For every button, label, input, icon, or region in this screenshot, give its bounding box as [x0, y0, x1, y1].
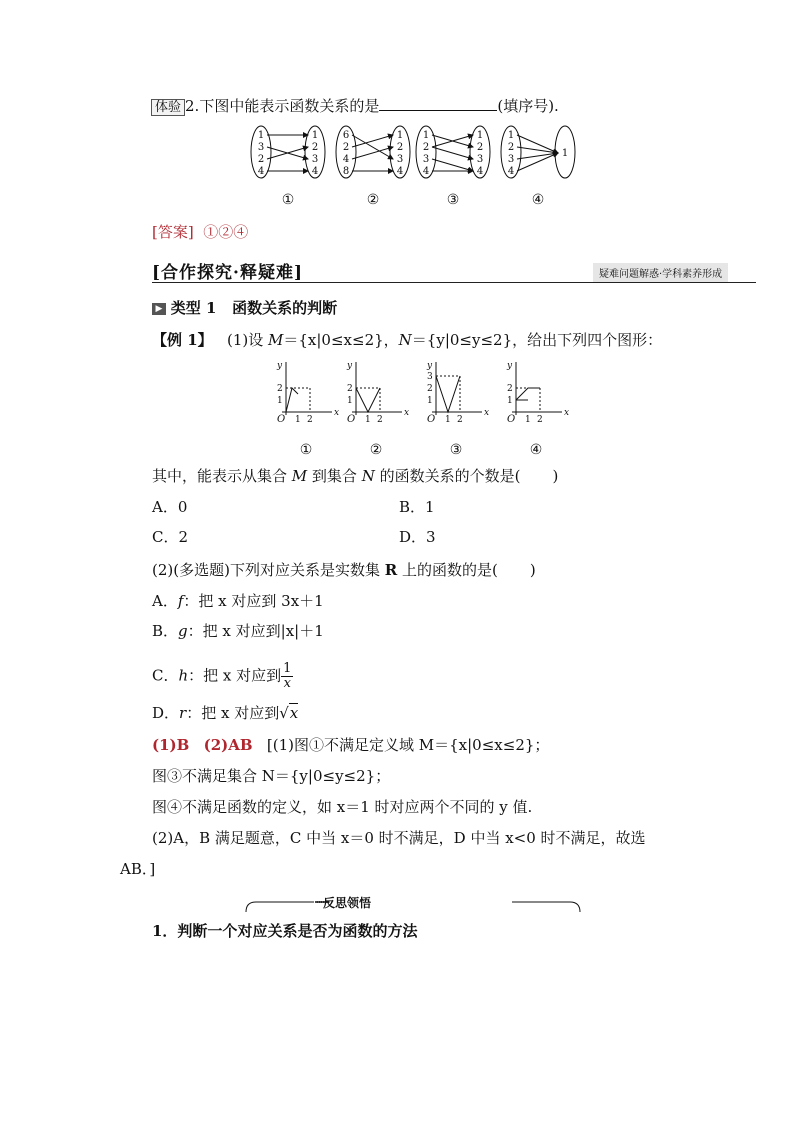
q2-option-d-key: D． [152, 704, 180, 722]
example-1-intro [152, 330, 662, 350]
sqrt-symbol: √ [279, 704, 289, 722]
reflection-title: 反思领悟 [323, 896, 372, 910]
reflection-item-1: 1．判断一个对应关系是否为函数的方法 [152, 922, 418, 940]
question-tail: (填序号). [497, 97, 559, 115]
q1-option-d-key: D． [399, 528, 427, 546]
graph-label: ① [299, 442, 313, 458]
codomain-element: 2 [311, 142, 319, 153]
codomain-element: 2 [396, 142, 404, 153]
q1-c: 的函数关系的个数是( [374, 467, 521, 485]
y-tick-label: 2 [277, 384, 283, 394]
mapping-arrow [352, 135, 393, 147]
codomain-element: 3 [476, 154, 484, 165]
q1-N: N [361, 467, 375, 485]
p1-set-M: M [268, 331, 284, 349]
solution-line-1 [152, 735, 549, 755]
codomain-element: 4 [476, 166, 484, 177]
diagram-label: ① [281, 192, 295, 208]
q2-option-a [152, 591, 324, 611]
x-axis-label: x [564, 408, 570, 418]
section-title: [合作探究·释疑难] [152, 263, 304, 283]
section-rule [152, 282, 756, 283]
banner-dot [317, 901, 319, 903]
q1-option-c-key: C． [152, 528, 179, 546]
x-tick-label: 2 [537, 415, 543, 425]
q1-option-a-value: 0 [177, 498, 188, 516]
y-tick-label: 2 [347, 384, 353, 394]
codomain-element: 2 [476, 142, 484, 153]
sqrt-argument: x [289, 704, 299, 722]
x-axis-label: x [484, 408, 490, 418]
q2-option-c-func: h [178, 666, 189, 685]
mapping-arrow [352, 135, 393, 159]
domain-element: 4 [507, 166, 515, 177]
section-tag: 疑难问题解惑·学科素养形成 [593, 263, 728, 282]
y-tick-label: 2 [427, 384, 433, 394]
origin-label: O [347, 414, 356, 425]
q1-M: M [291, 467, 308, 485]
domain-element: 1 [257, 130, 265, 141]
origin-label: O [277, 414, 286, 425]
solution-line-5: AB．] [120, 860, 156, 878]
origin-label: O [507, 414, 516, 425]
graph-curve [356, 388, 380, 412]
mapping-diagram-2 [336, 126, 410, 208]
x-axis-label: x [404, 408, 410, 418]
fraction-denominator: x [283, 676, 291, 691]
diagram-label: ③ [446, 192, 460, 208]
p1-set-M-def: ＝{x|0≤x≤2}， [283, 331, 399, 349]
q2-option-b-func: g [178, 622, 188, 640]
question-number: 2. [185, 97, 200, 115]
domain-element: 3 [507, 154, 515, 165]
q1-option-b-value: 1 [425, 498, 435, 516]
type-label: 类型 1 [170, 299, 217, 317]
type-title: 函数关系的判断 [232, 299, 338, 317]
bound-dashes [286, 388, 310, 412]
y-axis-label: y [277, 361, 283, 371]
domain-element: 6 [342, 130, 350, 141]
diagram-label: ④ [531, 192, 545, 208]
graph-label: ③ [449, 442, 463, 458]
play-icon: ▶ [152, 303, 166, 315]
graph-curve [436, 376, 460, 412]
experience-answer [152, 222, 248, 242]
mapping-diagram-1 [251, 126, 325, 208]
codomain-element: 1 [476, 130, 484, 141]
mapping-diagram-4 [501, 126, 575, 208]
answer-label: [答案] [152, 223, 194, 241]
solution-1: [(1)图①不满足定义域 M＝{x|0≤x≤2}； [266, 736, 550, 754]
domain-element: 2 [342, 142, 350, 153]
q2-option-a-key: A． [152, 592, 178, 610]
solution-line-3: 图④不满足函数的定义，如 x＝1 时对应两个不同的 y 值. [152, 798, 533, 816]
q1-option-b-key: B． [399, 498, 426, 516]
q2-option-d [152, 703, 298, 723]
mapping-diagram-3 [416, 126, 490, 208]
q2-option-d-text: ：把 x 对应到 [186, 704, 280, 722]
q2-option-c-key: C． [152, 666, 179, 685]
bound-dashes [436, 376, 460, 412]
y-tick-label: 1 [347, 396, 353, 406]
domain-element: 8 [342, 166, 350, 177]
graph-curve [286, 388, 298, 412]
q2-option-b-key: B． [152, 622, 179, 640]
domain-element: 3 [257, 142, 265, 153]
q1-option-c [152, 527, 188, 547]
answer-part-2: (2)AB [203, 736, 253, 754]
answer-text: ①②④ [203, 223, 249, 241]
y-tick-label: 2 [507, 384, 513, 394]
y-tick-label: 1 [507, 396, 513, 406]
q2-text [152, 560, 536, 580]
function-graph-3 [426, 361, 489, 458]
codomain-element: 1 [561, 148, 569, 159]
mapping-arrow [432, 147, 473, 159]
function-graph-1 [276, 361, 339, 458]
y-tick-label: 3 [427, 372, 433, 382]
q2-option-c [152, 662, 293, 691]
x-axis-label: x [334, 408, 340, 418]
domain-element: 2 [507, 142, 515, 153]
q2-a: (2)(多选题)下列对应关系是实数集 [152, 561, 385, 579]
domain-element: 1 [507, 130, 515, 141]
domain-element: 4 [422, 166, 430, 177]
banner-dot [315, 901, 317, 903]
graph-curve [516, 388, 540, 400]
y-axis-label: y [347, 361, 353, 371]
x-tick-label: 2 [307, 415, 313, 425]
q1-option-a-key: A． [152, 498, 178, 516]
solution-line-4: (2)A，B 满足题意，C 中当 x＝0 时不满足，D 中当 x<0 时不满足，故选 [152, 829, 646, 847]
answer-blank [379, 96, 497, 111]
y-axis-label: y [507, 361, 513, 371]
experience-badge: 体验 [151, 99, 185, 116]
p1-lead: (1)设 [226, 331, 269, 349]
codomain-element: 3 [311, 154, 319, 165]
domain-element: 3 [422, 154, 430, 165]
q2-option-b [152, 621, 324, 641]
domain-element: 1 [422, 130, 430, 141]
x-tick-label: 1 [365, 415, 371, 425]
mapping-arrow [432, 159, 473, 171]
q2-c: ) [529, 561, 536, 579]
answer-part-1: (1)B [152, 736, 190, 754]
example-label: 【例 1】 [152, 331, 213, 349]
x-tick-label: 1 [295, 415, 301, 425]
bound-dashes [356, 388, 380, 412]
y-axis-label: y [427, 361, 433, 371]
q2-option-a-text: ：把 x 对应到 3x＋1 [183, 592, 324, 610]
x-tick-label: 2 [457, 415, 463, 425]
diagram-label: ② [366, 192, 380, 208]
codomain-element: 4 [311, 166, 319, 177]
type-heading [152, 298, 337, 318]
domain-element: 4 [342, 154, 350, 165]
q1-option-d [399, 527, 436, 547]
q1-option-a [152, 497, 187, 517]
function-graph-4 [506, 361, 569, 458]
q1-text [152, 466, 558, 486]
codomain-element: 3 [396, 154, 404, 165]
q2-b: 上的函数的是( [397, 561, 498, 579]
q2-R: R [384, 561, 398, 579]
graph-label: ② [369, 442, 383, 458]
q2-option-b-text: ：把 x 对应到|x|＋1 [187, 622, 324, 640]
codomain-element: 1 [396, 130, 404, 141]
domain-element: 2 [422, 142, 430, 153]
fraction [281, 662, 293, 691]
graph-label: ④ [529, 442, 543, 458]
y-tick-label: 1 [427, 396, 433, 406]
q1-b: 到集合 [307, 467, 362, 485]
fraction-numerator: 1 [283, 661, 292, 676]
p1-set-N: N [398, 331, 412, 349]
origin-label: O [427, 414, 436, 425]
function-graphs [260, 358, 570, 458]
q1-option-c-value: 2 [178, 528, 189, 546]
reflection-banner [244, 894, 582, 914]
question-text: 下图中能表示函数关系的是 [199, 97, 380, 115]
solution-line-2: 图③不满足集合 N＝{y|0≤y≤2}； [152, 767, 391, 785]
function-graph-2 [346, 361, 409, 458]
experience-question [151, 96, 559, 116]
domain-element: 4 [257, 166, 265, 177]
x-tick-label: 2 [377, 415, 383, 425]
q1-option-b [399, 497, 435, 517]
codomain-element: 4 [396, 166, 404, 177]
x-tick-label: 1 [525, 415, 531, 425]
codomain-element: 1 [311, 130, 319, 141]
banner-dot [319, 901, 321, 903]
p1-set-N-def: ＝{y|0≤y≤2}，给出下列四个图形： [411, 331, 663, 349]
mapping-diagrams [240, 124, 600, 214]
q2-option-c-text: ：把 x 对应到 [188, 666, 282, 685]
q1-option-d-value: 3 [426, 528, 436, 546]
q2-option-d-func: r [179, 704, 187, 722]
x-tick-label: 1 [445, 415, 451, 425]
q1-d: ) [552, 467, 559, 485]
q1-a: 其中，能表示从集合 [152, 467, 292, 485]
domain-element: 2 [257, 154, 265, 165]
q2-option-a-func: f [177, 592, 184, 610]
mapping-arrow [352, 147, 393, 159]
y-tick-label: 1 [277, 396, 283, 406]
